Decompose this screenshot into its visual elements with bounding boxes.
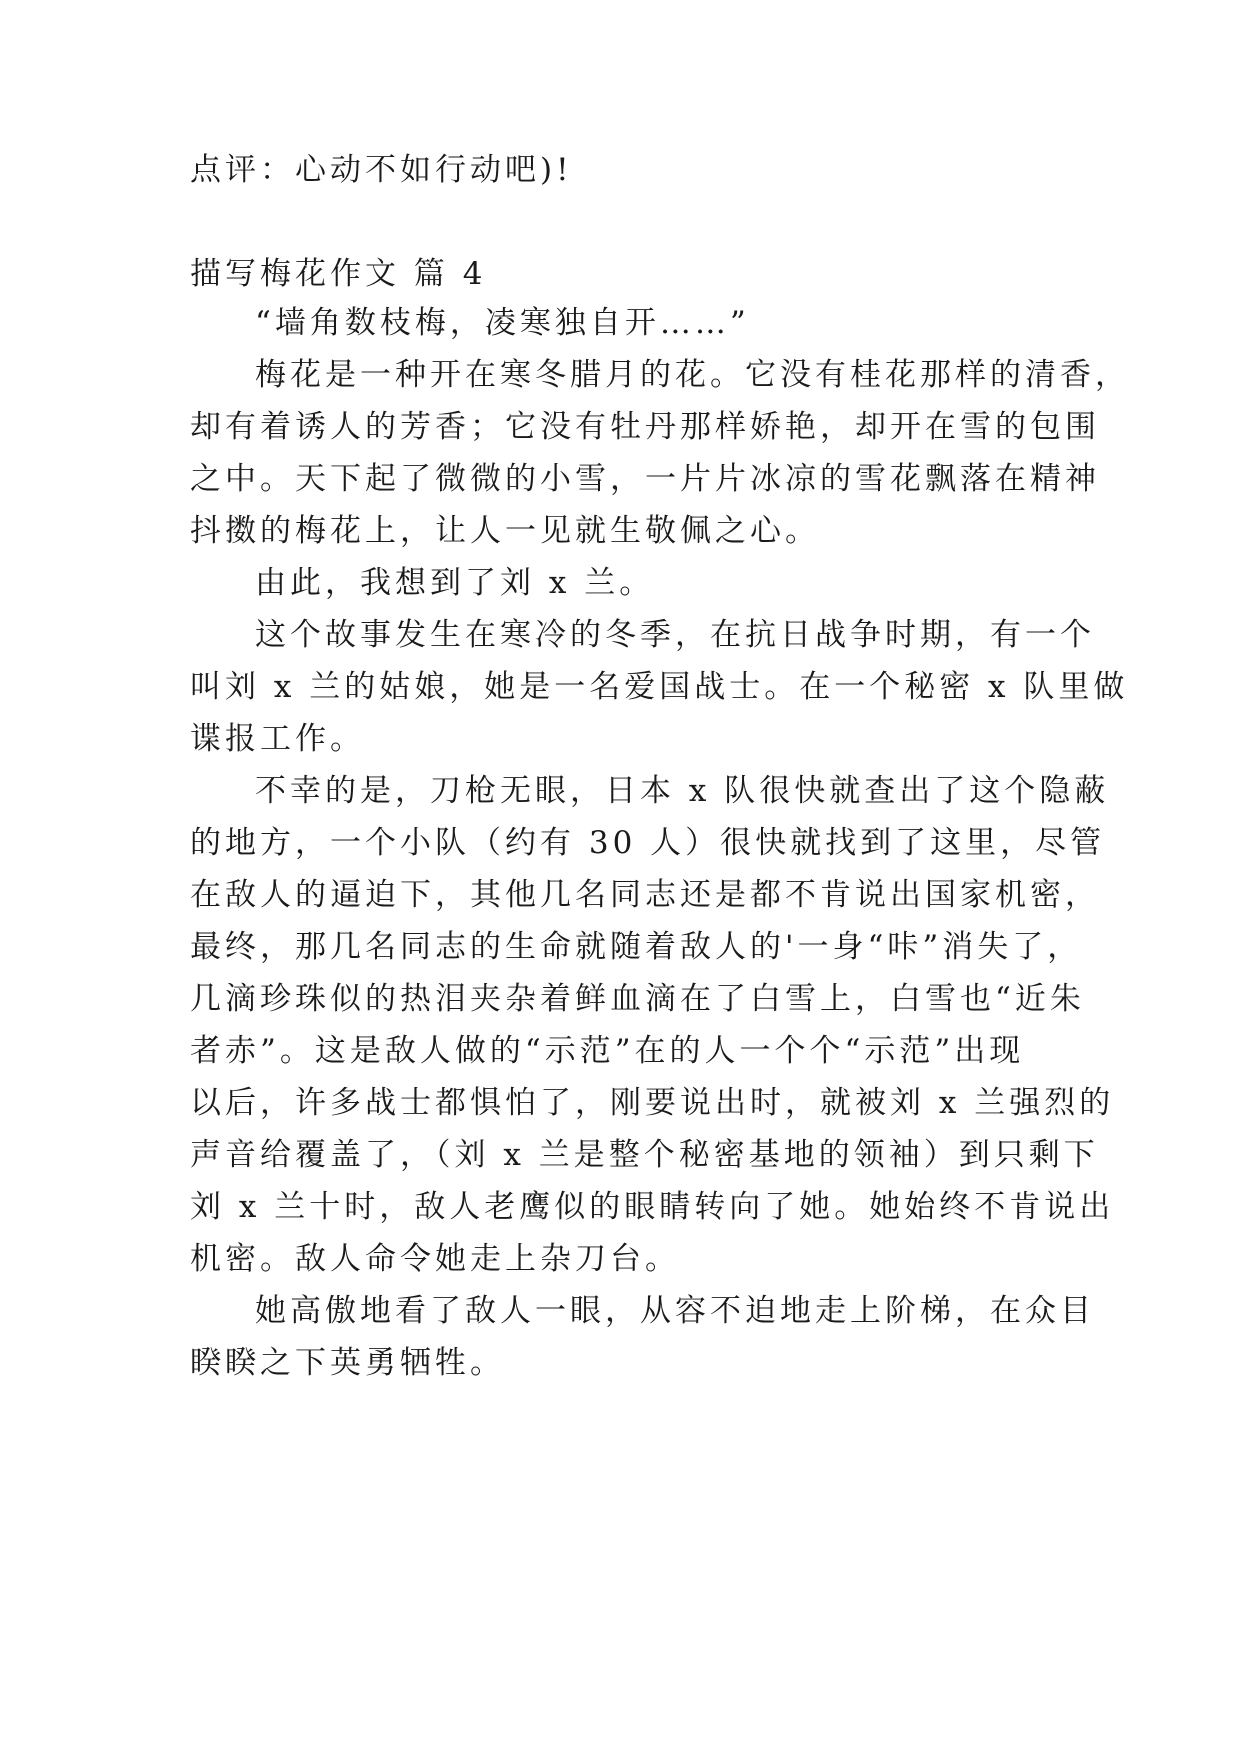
paragraph-line: 几滴珍珠似的热泪夹杂着鲜血滴在了白雪上，白雪也“近朱 bbox=[190, 981, 1085, 1017]
paragraph-line: 睽睽之下英勇牺牲。 bbox=[190, 1345, 505, 1381]
paragraph-line: 谍报工作。 bbox=[190, 721, 365, 757]
paragraph-line: 之中。天下起了微微的小雪，一片片冰凉的雪花飘落在精神 bbox=[190, 461, 1100, 497]
paragraph-line: 却有着诱人的芳香；它没有牡丹那样娇艳，却开在雪的包围 bbox=[190, 409, 1100, 445]
paragraph-line: 这个故事发生在寒冷的冬季，在抗日战争时期，有一个 bbox=[255, 617, 1095, 653]
paragraph-line: 刘 x 兰十时，敌人老鹰似的眼睛转向了她。她始终不肯说出 bbox=[190, 1189, 1115, 1225]
paragraph-line: 最终，那几名同志的生命就随着敌人的'一身“咔”消失了， bbox=[190, 929, 1083, 965]
paragraph-line: 机密。敌人命令她走上杂刀台。 bbox=[190, 1241, 680, 1277]
paragraph-line: 声音给覆盖了，（刘 x 兰是整个秘密基地的领袖）到只剩下 bbox=[190, 1137, 1099, 1173]
section-title: 描写梅花作文 篇 4 bbox=[190, 256, 487, 292]
paragraph-line: 不幸的是，刀枪无眼，日本 x 队很快就查出了这个隐蔽 bbox=[255, 773, 1110, 809]
paragraph-line: 她高傲地看了敌人一眼，从容不迫地走上阶梯，在众目 bbox=[255, 1293, 1095, 1329]
paragraph-line: 抖擞的梅花上，让人一见就生敬佩之心。 bbox=[190, 513, 820, 549]
paragraph-line: 由此，我想到了刘 x 兰。 bbox=[255, 565, 655, 601]
paragraph-line: 以后，许多战士都惧怕了，刚要说出时，就被刘 x 兰强烈的 bbox=[190, 1085, 1115, 1121]
paragraph-line: 梅花是一种开在寒冬腊月的花。它没有桂花那样的清香， bbox=[255, 357, 1130, 393]
previous-comment: 点评：心动不如行动吧)! bbox=[190, 152, 573, 188]
opening-quote: “墙角数枝梅，凌寒独自开……” bbox=[255, 305, 750, 341]
paragraph-line: 的地方，一个小队（约有 30 人）很快就找到了这里，尽管 bbox=[190, 825, 1106, 861]
paragraph-line: 叫刘 x 兰的姑娘，她是一名爱国战士。在一个秘密 x 队里做 bbox=[190, 669, 1129, 705]
paragraph-line: 在敌人的逼迫下，其他几名同志还是都不肯说出国家机密， bbox=[190, 877, 1100, 913]
paragraph-line: 者赤”。这是敌人做的“示范”在的人一个个“示范”出现 bbox=[190, 1033, 1025, 1069]
